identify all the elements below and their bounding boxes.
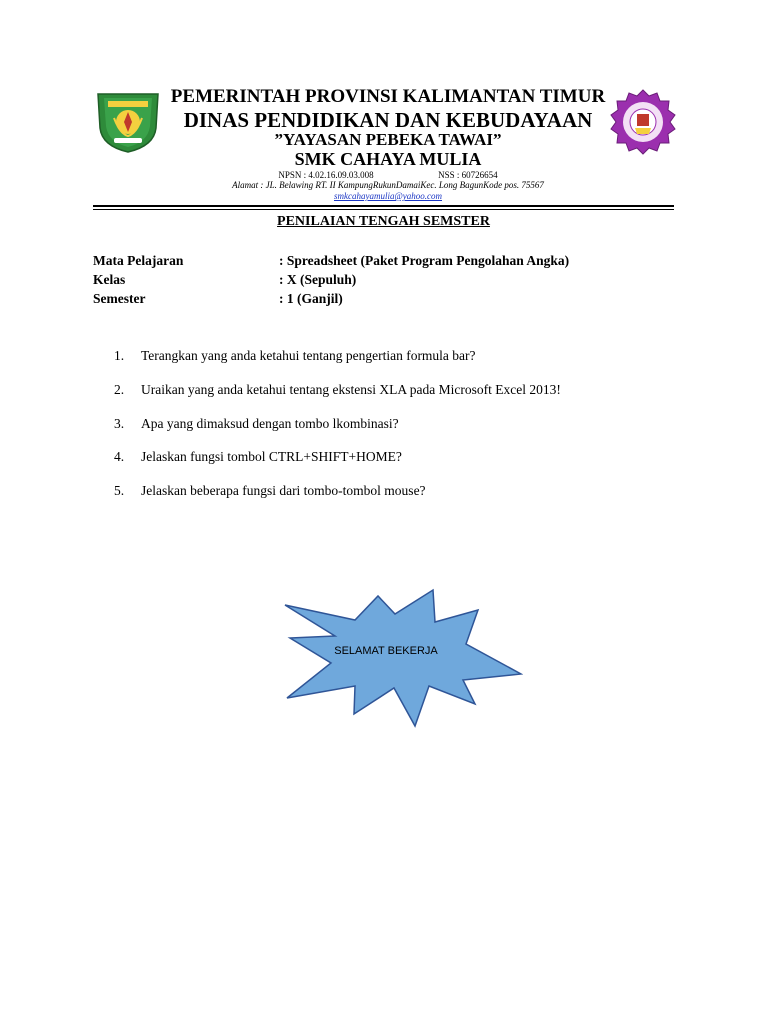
header-province: PEMERINTAH PROVINSI KALIMANTAN TIMUR bbox=[170, 86, 606, 107]
starburst-shape bbox=[283, 588, 523, 728]
question-text: Terangkan yang anda ketahui tentang pengertian formula bar? bbox=[141, 348, 476, 363]
closing-message: SELAMAT BEKERJA bbox=[334, 645, 438, 657]
question-text: Jelaskan beberapa fungsi dari tombo-tombol mouse? bbox=[141, 483, 426, 498]
npsn-text: NPSN : 4.02.16.09.03.008 bbox=[278, 170, 374, 180]
nss-text: NSS : 60726654 bbox=[438, 170, 498, 180]
document-title: PENILAIAN TENGAH SEMSTER bbox=[277, 214, 490, 229]
header-foundation: ”YAYASAN PEBEKA TAWAI” bbox=[274, 130, 502, 149]
question-text: Apa yang dimaksud dengan tombo lkombinasi? bbox=[141, 416, 399, 431]
header-agency: DINAS PENDIDIKAN DAN KEBUDAYAAN bbox=[183, 108, 593, 132]
question-number: 2. bbox=[114, 382, 125, 397]
header-divider-thick bbox=[93, 205, 674, 207]
info-label-class: Kelas bbox=[93, 272, 126, 287]
header-divider-thin bbox=[93, 209, 674, 210]
list-item bbox=[114, 416, 399, 432]
school-ids bbox=[100, 170, 676, 180]
question-number: 4. bbox=[114, 449, 125, 464]
question-number: 5. bbox=[114, 483, 125, 498]
list-item bbox=[114, 483, 426, 499]
header-school-name: SMK CAHAYA MULIA bbox=[294, 149, 482, 169]
question-number: 3. bbox=[114, 416, 125, 431]
address-text: Alamat : JL. Belawing RT. II KampungRukunDamaiKec. Long BagunKode pos. 75567 bbox=[232, 180, 544, 190]
list-item bbox=[114, 348, 476, 364]
info-label-semester: Semester bbox=[93, 291, 146, 306]
info-value-semester: : 1 (Ganjil) bbox=[279, 291, 343, 306]
question-number: 1. bbox=[114, 348, 125, 363]
email-link[interactable]: smkcahayamulia@yahoo.com bbox=[333, 191, 442, 201]
list-item bbox=[114, 382, 561, 398]
info-value-class: : X (Sepuluh) bbox=[279, 272, 357, 287]
question-text: Jelaskan fungsi tombol CTRL+SHIFT+HOME? bbox=[141, 449, 402, 464]
info-label-subject: Mata Pelajaran bbox=[93, 253, 184, 268]
list-item bbox=[114, 449, 402, 465]
info-value-subject: : Spreadsheet (Paket Program Pengolahan Angka) bbox=[279, 253, 570, 268]
question-text: Uraikan yang anda ketahui tentang ekstensi XLA pada Microsoft Excel 2013! bbox=[141, 382, 561, 397]
